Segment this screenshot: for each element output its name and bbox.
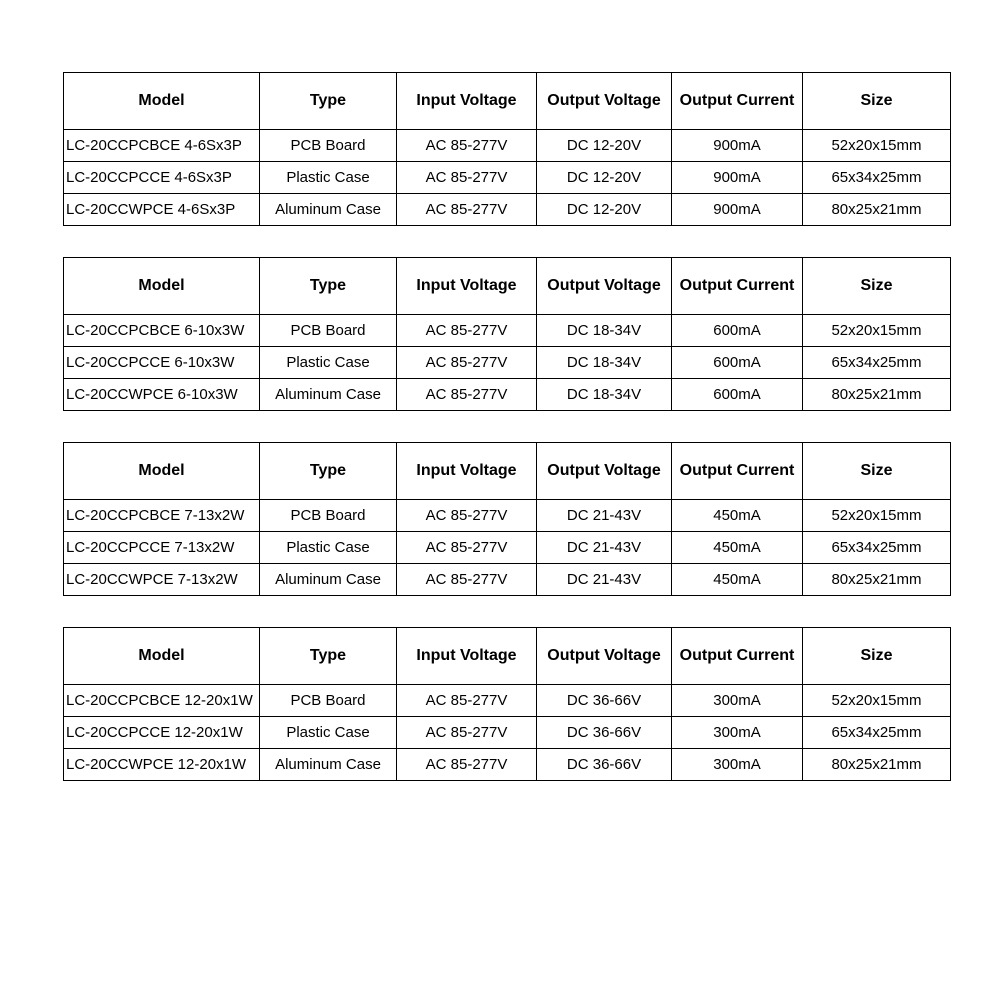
header-input-voltage: Input Voltage (397, 73, 537, 130)
input-voltage-cell: AC 85-277V (397, 130, 537, 162)
header-type: Type (260, 443, 397, 500)
input-voltage-cell: AC 85-277V (397, 379, 537, 411)
header-input-voltage: Input Voltage (397, 258, 537, 315)
header-output-current: Output Current (672, 628, 803, 685)
output-current-cell: 600mA (672, 347, 803, 379)
header-size: Size (803, 628, 951, 685)
header-input-voltage: Input Voltage (397, 628, 537, 685)
spec-table-3 (63, 442, 951, 596)
output-voltage-cell: DC 36-66V (537, 717, 672, 749)
model-cell: LC-20CCPCBCE 12-20x1W (64, 685, 260, 717)
header-output-voltage: Output Voltage (537, 443, 672, 500)
header-model: Model (64, 258, 260, 315)
model-cell: LC-20CCWPCE 7-13x2W (64, 564, 260, 596)
header-type: Type (260, 258, 397, 315)
table-header-row (64, 628, 951, 685)
table-row (64, 379, 951, 411)
input-voltage-cell: AC 85-277V (397, 532, 537, 564)
header-size: Size (803, 443, 951, 500)
type-cell: Aluminum Case (260, 379, 397, 411)
model-cell: LC-20CCPCBCE 7-13x2W (64, 500, 260, 532)
header-type: Type (260, 628, 397, 685)
size-cell: 52x20x15mm (803, 130, 951, 162)
model-cell: LC-20CCPCBCE 4-6Sx3P (64, 130, 260, 162)
table-row (64, 500, 951, 532)
model-cell: LC-20CCPCCE 12-20x1W (64, 717, 260, 749)
model-cell: LC-20CCPCBCE 6-10x3W (64, 315, 260, 347)
size-cell: 80x25x21mm (803, 194, 951, 226)
model-cell: LC-20CCPCCE 6-10x3W (64, 347, 260, 379)
header-size: Size (803, 258, 951, 315)
table-header-row (64, 258, 951, 315)
table-header-row (64, 443, 951, 500)
size-cell: 65x34x25mm (803, 162, 951, 194)
header-output-voltage: Output Voltage (537, 258, 672, 315)
output-current-cell: 450mA (672, 564, 803, 596)
model-cell: LC-20CCPCCE 7-13x2W (64, 532, 260, 564)
input-voltage-cell: AC 85-277V (397, 315, 537, 347)
output-current-cell: 600mA (672, 379, 803, 411)
size-cell: 65x34x25mm (803, 532, 951, 564)
type-cell: Plastic Case (260, 162, 397, 194)
header-output-current: Output Current (672, 73, 803, 130)
header-model: Model (64, 443, 260, 500)
header-input-voltage: Input Voltage (397, 443, 537, 500)
type-cell: Aluminum Case (260, 564, 397, 596)
header-model: Model (64, 628, 260, 685)
output-current-cell: 450mA (672, 500, 803, 532)
output-current-cell: 300mA (672, 685, 803, 717)
size-cell: 52x20x15mm (803, 685, 951, 717)
output-voltage-cell: DC 36-66V (537, 749, 672, 781)
output-current-cell: 900mA (672, 130, 803, 162)
input-voltage-cell: AC 85-277V (397, 685, 537, 717)
size-cell: 65x34x25mm (803, 347, 951, 379)
table-row (64, 685, 951, 717)
output-voltage-cell: DC 18-34V (537, 347, 672, 379)
type-cell: Plastic Case (260, 532, 397, 564)
table-row (64, 347, 951, 379)
output-current-cell: 450mA (672, 532, 803, 564)
table-row (64, 315, 951, 347)
table-row (64, 564, 951, 596)
input-voltage-cell: AC 85-277V (397, 347, 537, 379)
input-voltage-cell: AC 85-277V (397, 194, 537, 226)
header-size: Size (803, 73, 951, 130)
spec-table-4 (63, 627, 951, 781)
output-voltage-cell: DC 12-20V (537, 194, 672, 226)
output-voltage-cell: DC 18-34V (537, 379, 672, 411)
model-cell: LC-20CCWPCE 12-20x1W (64, 749, 260, 781)
size-cell: 52x20x15mm (803, 315, 951, 347)
output-voltage-cell: DC 12-20V (537, 162, 672, 194)
output-voltage-cell: DC 21-43V (537, 532, 672, 564)
output-voltage-cell: DC 12-20V (537, 130, 672, 162)
spec-table-2 (63, 257, 951, 411)
output-current-cell: 600mA (672, 315, 803, 347)
type-cell: PCB Board (260, 685, 397, 717)
table-row (64, 162, 951, 194)
output-current-cell: 900mA (672, 162, 803, 194)
input-voltage-cell: AC 85-277V (397, 717, 537, 749)
header-output-voltage: Output Voltage (537, 73, 672, 130)
size-cell: 80x25x21mm (803, 749, 951, 781)
header-output-current: Output Current (672, 443, 803, 500)
table-row (64, 130, 951, 162)
header-model: Model (64, 73, 260, 130)
input-voltage-cell: AC 85-277V (397, 749, 537, 781)
type-cell: Aluminum Case (260, 749, 397, 781)
header-type: Type (260, 73, 397, 130)
size-cell: 52x20x15mm (803, 500, 951, 532)
table-row (64, 532, 951, 564)
input-voltage-cell: AC 85-277V (397, 162, 537, 194)
header-output-current: Output Current (672, 258, 803, 315)
model-cell: LC-20CCPCCE 4-6Sx3P (64, 162, 260, 194)
type-cell: Plastic Case (260, 347, 397, 379)
type-cell: PCB Board (260, 500, 397, 532)
output-voltage-cell: DC 18-34V (537, 315, 672, 347)
input-voltage-cell: AC 85-277V (397, 500, 537, 532)
model-cell: LC-20CCWPCE 4-6Sx3P (64, 194, 260, 226)
output-voltage-cell: DC 36-66V (537, 685, 672, 717)
size-cell: 80x25x21mm (803, 564, 951, 596)
output-current-cell: 900mA (672, 194, 803, 226)
type-cell: Plastic Case (260, 717, 397, 749)
type-cell: Aluminum Case (260, 194, 397, 226)
type-cell: PCB Board (260, 315, 397, 347)
input-voltage-cell: AC 85-277V (397, 564, 537, 596)
spec-table-1 (63, 72, 951, 226)
model-cell: LC-20CCWPCE 6-10x3W (64, 379, 260, 411)
size-cell: 80x25x21mm (803, 379, 951, 411)
output-current-cell: 300mA (672, 717, 803, 749)
table-header-row (64, 73, 951, 130)
type-cell: PCB Board (260, 130, 397, 162)
table-row (64, 749, 951, 781)
output-current-cell: 300mA (672, 749, 803, 781)
table-row (64, 194, 951, 226)
output-voltage-cell: DC 21-43V (537, 500, 672, 532)
size-cell: 65x34x25mm (803, 717, 951, 749)
header-output-voltage: Output Voltage (537, 628, 672, 685)
output-voltage-cell: DC 21-43V (537, 564, 672, 596)
table-row (64, 717, 951, 749)
